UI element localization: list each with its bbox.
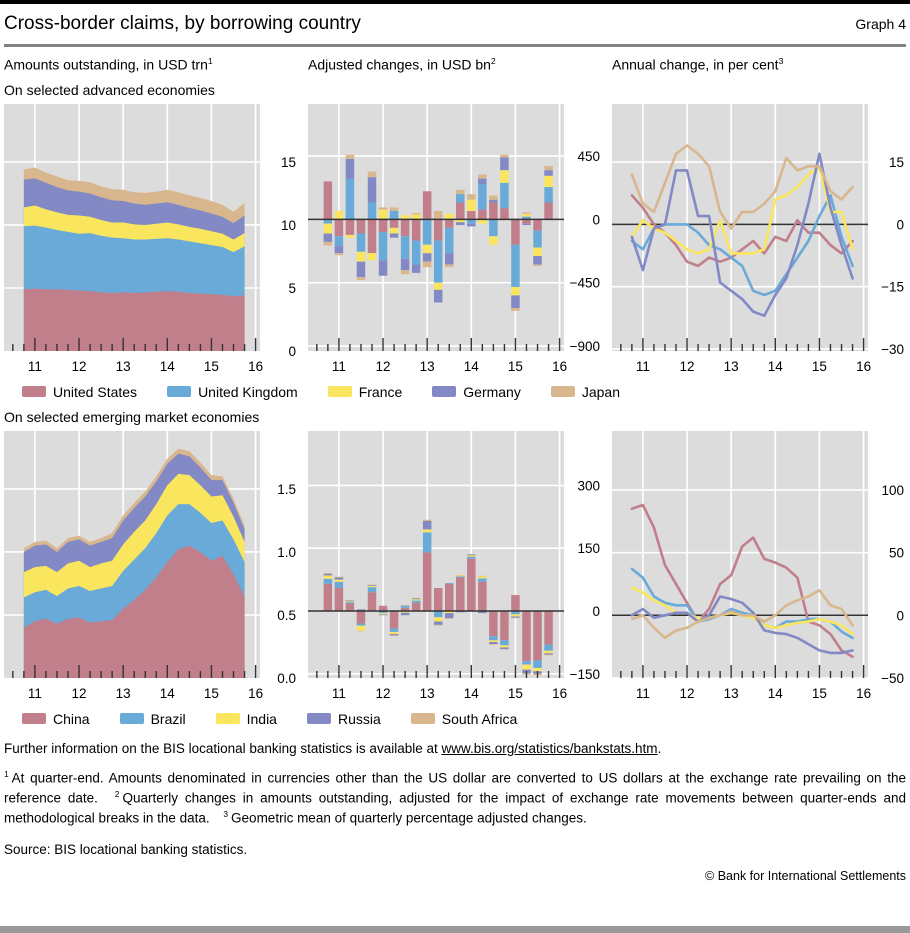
column-header-annual: Annual change, in per cent$^3$ xyxy=(612,56,784,73)
svg-text:13: 13 xyxy=(419,358,435,374)
legend-swatch xyxy=(22,713,46,724)
graph-number-label: Graph 4 xyxy=(855,16,906,32)
svg-text:−15: −15 xyxy=(881,279,904,295)
footnote-marker: 1 xyxy=(4,768,9,779)
section-label-emerging: On selected emerging market economies xyxy=(4,408,260,425)
footnote-marker: 2 xyxy=(114,788,120,799)
legend-swatch xyxy=(120,713,144,724)
svg-text:12: 12 xyxy=(375,685,391,701)
svg-text:−900: −900 xyxy=(569,338,600,354)
svg-text:16: 16 xyxy=(248,358,264,374)
legend-label: United Kingdom xyxy=(198,383,298,400)
svg-text:16: 16 xyxy=(248,685,264,701)
legend-item xyxy=(22,711,90,727)
emerging-changes-bar-chart xyxy=(308,431,602,705)
svg-text:150: 150 xyxy=(577,540,600,556)
svg-text:1.5: 1.5 xyxy=(277,481,296,497)
svg-text:12: 12 xyxy=(71,685,87,701)
legend-swatch xyxy=(411,713,435,724)
svg-text:14: 14 xyxy=(159,358,175,374)
svg-text:11: 11 xyxy=(27,358,42,374)
copyright: © Bank for International Settlements xyxy=(705,868,906,883)
legend-label: India xyxy=(246,710,277,727)
svg-text:0: 0 xyxy=(896,607,904,623)
svg-text:13: 13 xyxy=(419,685,435,701)
column-headers xyxy=(4,56,906,73)
svg-text:12: 12 xyxy=(71,358,87,374)
column-header-amounts: Amounts outstanding, in USD trn$^1$ xyxy=(4,56,213,73)
svg-text:13: 13 xyxy=(115,358,131,374)
svg-text:13: 13 xyxy=(115,685,131,701)
legend-swatch xyxy=(432,386,456,397)
legend-swatch xyxy=(307,713,331,724)
legend-item xyxy=(307,711,381,727)
svg-text:−50: −50 xyxy=(881,670,904,686)
svg-text:300: 300 xyxy=(577,478,600,494)
bottom-rule xyxy=(0,926,910,933)
svg-text:16: 16 xyxy=(856,685,872,701)
top-rule xyxy=(0,0,910,4)
svg-text:14: 14 xyxy=(767,358,783,374)
advanced-amounts-area-chart xyxy=(4,104,298,378)
svg-text:11: 11 xyxy=(27,685,42,701)
legend-emerging xyxy=(22,711,906,727)
svg-text:14: 14 xyxy=(463,685,479,701)
svg-text:15: 15 xyxy=(811,685,827,701)
svg-text:12: 12 xyxy=(679,685,695,701)
page-title: Cross-border claims, by borrowing country xyxy=(4,13,361,34)
svg-text:15: 15 xyxy=(203,685,219,701)
legend-label: Japan xyxy=(581,383,620,400)
legend-item xyxy=(432,384,521,400)
svg-text:12: 12 xyxy=(679,358,695,374)
svg-text:0: 0 xyxy=(592,212,600,228)
advanced-annual-line-chart xyxy=(612,104,906,378)
svg-text:14: 14 xyxy=(463,358,479,374)
svg-text:0.0: 0.0 xyxy=(277,670,296,686)
svg-text:14: 14 xyxy=(159,685,175,701)
legend-item xyxy=(167,384,298,400)
footnote-ref-3: 3 xyxy=(778,56,784,66)
section-label-advanced: On selected advanced economies xyxy=(4,81,215,98)
svg-text:15: 15 xyxy=(507,685,523,701)
legend-swatch xyxy=(551,386,575,397)
footnote-marker: 3 xyxy=(223,808,229,819)
svg-text:13: 13 xyxy=(723,685,739,701)
legend-swatch xyxy=(167,386,191,397)
svg-text:−30: −30 xyxy=(881,341,904,357)
svg-text:15: 15 xyxy=(507,358,523,374)
legend-advanced xyxy=(22,384,906,400)
svg-text:450: 450 xyxy=(577,148,600,164)
info-line: Further information on the BIS locational banking statistics is available at www.bis.org/statistics/bankstats.htm. xyxy=(4,740,662,756)
legend-item xyxy=(411,711,518,727)
page xyxy=(0,13,910,883)
svg-text:11: 11 xyxy=(635,685,650,701)
legend-label: Brazil xyxy=(150,710,186,727)
legend-label: Germany xyxy=(463,383,521,400)
svg-text:14: 14 xyxy=(767,685,783,701)
emerging-annual-line-chart xyxy=(612,431,906,705)
bankstats-link[interactable]: www.bis.org/statistics/bankstats.htm xyxy=(441,740,658,756)
emerging-charts-row xyxy=(4,431,906,705)
svg-text:0: 0 xyxy=(896,217,904,233)
footnotes: $^1$ At quarter-end. Amounts denominated in currencies other than the US dollar are converted to US dollars at the exchange rate prevailing on the reference date. $^2$ Quarterly changes in amounts outstanding, adjusted for the impact of exchange rate movements between quarter-ends and methodological breaks in the data. $^3$ Geometric mean of quarterly percentage adjusted changes. xyxy=(4,768,907,826)
svg-text:10: 10 xyxy=(280,217,296,233)
svg-text:15: 15 xyxy=(280,154,296,170)
column-header-changes: Adjusted changes, in USD $bn^2$ xyxy=(308,56,496,73)
legend-swatch xyxy=(328,386,352,397)
svg-text:0.5: 0.5 xyxy=(277,607,296,623)
svg-text:100: 100 xyxy=(881,482,904,498)
footnote-ref-2: 2 xyxy=(490,56,496,66)
svg-text:16: 16 xyxy=(552,685,568,701)
svg-text:1.0: 1.0 xyxy=(277,544,296,560)
svg-text:−150: −150 xyxy=(569,666,600,682)
legend-label: Russia xyxy=(337,710,381,727)
legend-item xyxy=(120,711,186,727)
title-row xyxy=(4,13,906,35)
svg-text:0: 0 xyxy=(288,343,296,359)
emerging-amounts-area-chart xyxy=(4,431,298,705)
legend-item xyxy=(216,711,277,727)
svg-text:16: 16 xyxy=(552,358,568,374)
svg-text:12: 12 xyxy=(375,358,391,374)
svg-text:11: 11 xyxy=(635,358,650,374)
svg-text:−450: −450 xyxy=(569,275,600,291)
advanced-changes-bar-chart xyxy=(308,104,602,378)
legend-label: France xyxy=(358,383,403,400)
advanced-charts-row xyxy=(4,104,906,378)
legend-item xyxy=(22,384,137,400)
svg-text:15: 15 xyxy=(888,154,904,170)
legend-item xyxy=(328,384,403,400)
svg-text:15: 15 xyxy=(811,358,827,374)
legend-swatch xyxy=(216,713,240,724)
title-rule xyxy=(4,44,906,47)
legend-label: United States xyxy=(53,383,138,400)
svg-text:11: 11 xyxy=(331,358,346,374)
legend-item xyxy=(551,384,620,400)
legend-label: South Africa xyxy=(441,710,518,727)
svg-text:5: 5 xyxy=(288,280,296,296)
legend-swatch xyxy=(22,386,46,397)
source-line: Source: BIS locational banking statistics. xyxy=(4,841,248,857)
svg-text:13: 13 xyxy=(723,358,739,374)
legend-label: China xyxy=(53,710,90,727)
footnote-ref-1: 1 xyxy=(207,56,213,66)
svg-text:11: 11 xyxy=(331,685,346,701)
svg-text:50: 50 xyxy=(888,545,904,561)
svg-text:16: 16 xyxy=(856,358,872,374)
svg-text:0: 0 xyxy=(592,603,600,619)
svg-text:15: 15 xyxy=(203,358,219,374)
